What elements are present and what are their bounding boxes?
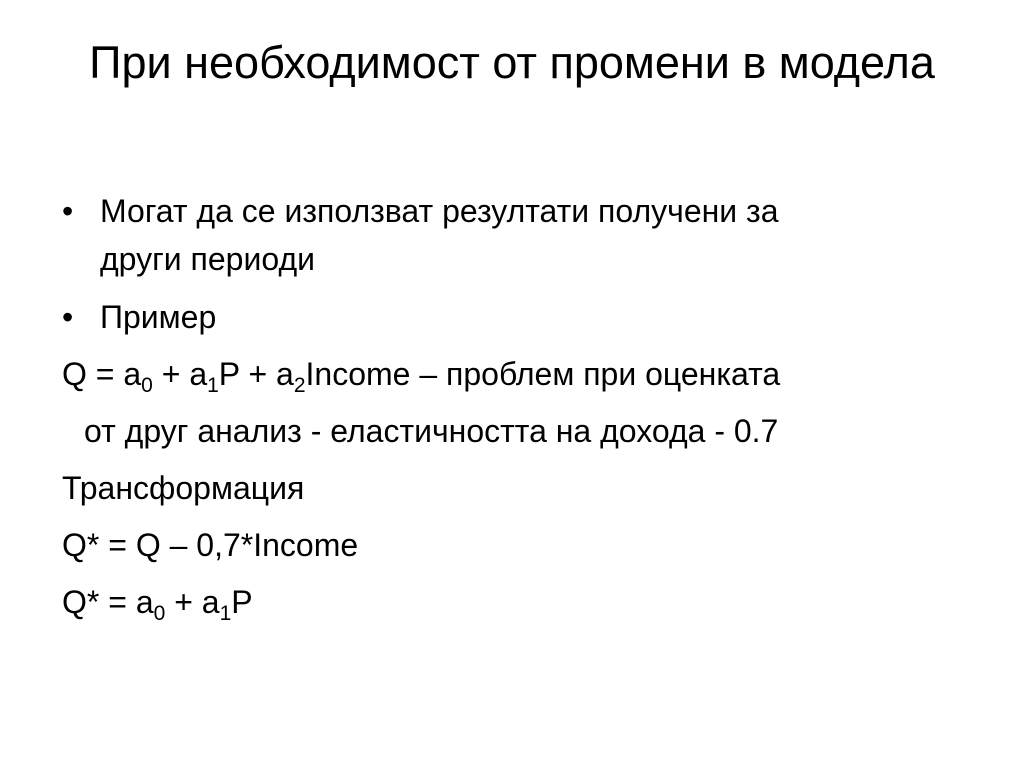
equation-3	[62, 582, 253, 625]
equation-1-lhs: Q = a	[62, 356, 142, 392]
equation-1-sub-2: 2	[293, 374, 306, 397]
slide-title: При необходимост от промени в модела	[89, 37, 935, 88]
equation-3-lhs: Q* = a	[62, 584, 154, 620]
equation-1-p-plus: P + a	[218, 356, 294, 392]
equation-1	[62, 354, 781, 397]
equation-1-sub-1: 1	[207, 374, 219, 397]
equation-3-plus: + a	[165, 584, 220, 620]
equation-1-plus: + a	[152, 356, 208, 392]
bullet-marker: •	[62, 299, 74, 335]
equation-1-continuation: от друг анализ - еластичността на дохода - 0.7	[84, 413, 779, 449]
equation-3-sub-0: 0	[153, 602, 166, 625]
equation-1-rest: Income – проблем при оценката	[305, 356, 781, 392]
bullet-2-text: Пример	[100, 299, 217, 335]
bullet-1-line-1: Могат да се използват резултати получени за	[100, 193, 779, 229]
bullet-1-line-2: други периоди	[100, 241, 315, 277]
equation-1-sub-0: 0	[141, 374, 153, 397]
bullet-marker: •	[62, 193, 74, 229]
equation-2: Q* = Q – 0,7*Income	[62, 527, 359, 563]
equation-3-tail: P	[231, 584, 253, 620]
transform-label: Трансформация	[62, 470, 305, 506]
equation-3-sub-1: 1	[219, 602, 232, 625]
